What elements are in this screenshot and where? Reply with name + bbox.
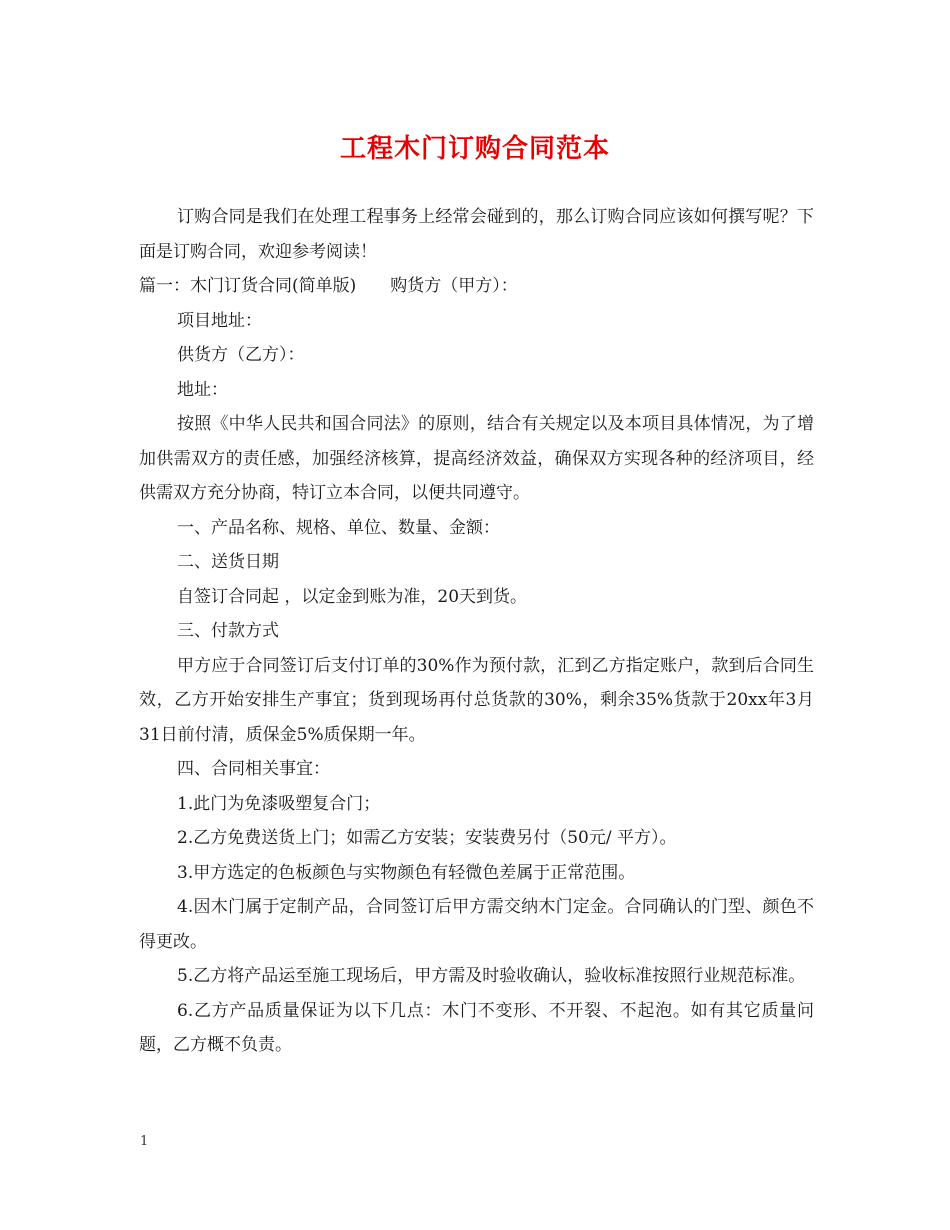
item-1: 1.此门为免漆吸塑复合门； bbox=[177, 793, 381, 814]
item-6: 6.乙方产品质量保证为以下几点：木门不变形、不开裂、不起泡。如有其它质量问题，乙方概不负责。 bbox=[139, 1000, 814, 1055]
page-number: 1 bbox=[140, 1134, 149, 1149]
address-line: 地址： bbox=[177, 379, 228, 400]
supplier-line: 供货方（乙方）： bbox=[177, 345, 305, 365]
item-5: 5.乙方将产品运至施工现场后，甲方需及时验收确认，验收标准按照行业规范标准。 bbox=[177, 966, 806, 986]
clause-1-heading: 一、产品名称、规格、单位、数量、金额： bbox=[177, 517, 500, 538]
payment-paragraph: 甲方应于合同签订后支付订单的30%作为预付款，汇到乙方指定账户，款到后合同生效，乙方开始安排生产事宜；货到现场再付总货款的30%，剩余35%货款于20xx年3月31日前付清，质保金5%质保期一年。 bbox=[139, 655, 814, 745]
buyer-label: 购货方（甲方）： bbox=[390, 276, 518, 296]
clause-3-heading: 三、付款方式 bbox=[177, 621, 279, 641]
item-2: 2.乙方免费送货上门；如需乙方安装；安装费另付（50元/ 平方）。 bbox=[177, 828, 677, 848]
delivery-paragraph: 自签订合同起 ，以定金到账为准，20天到货。 bbox=[177, 586, 528, 607]
section-title: 篇一：木门订货合同(简单版) bbox=[139, 276, 357, 296]
preamble-paragraph: 按照《中华人民共和国合同法》的原则，结合有关规定以及本项目具体情况，为了增加供需双方的责任感，加强经济核算，提高经济效益，确保双方实现各种的经济项目，经供需双方充分协商，特订立本合同，以便共同遵守。 bbox=[139, 414, 814, 503]
clause-4-heading: 四、合同相关事宜： bbox=[177, 759, 330, 779]
project-address-line: 项目地址： bbox=[177, 310, 262, 331]
document-body bbox=[139, 200, 814, 1063]
intro-paragraph: 订购合同是我们在处理工程事务上经常会碰到的，那么订购合同应该如何撰写呢？下面是订购合同，欢迎参考阅读！ bbox=[139, 207, 814, 262]
item-3: 3.甲方选定的色板颜色与实物颜色有轻微色差属于正常范围。 bbox=[177, 862, 636, 883]
item-4: 4.因木门属于定制产品，合同签订后甲方需交纳木门定金。合同确认的门型、颜色不得更改。 bbox=[139, 897, 814, 952]
document-title: 工程木门订购合同范本 bbox=[339, 134, 610, 164]
clause-2-heading: 二、送货日期 bbox=[177, 552, 279, 572]
section-heading-line bbox=[139, 269, 814, 304]
